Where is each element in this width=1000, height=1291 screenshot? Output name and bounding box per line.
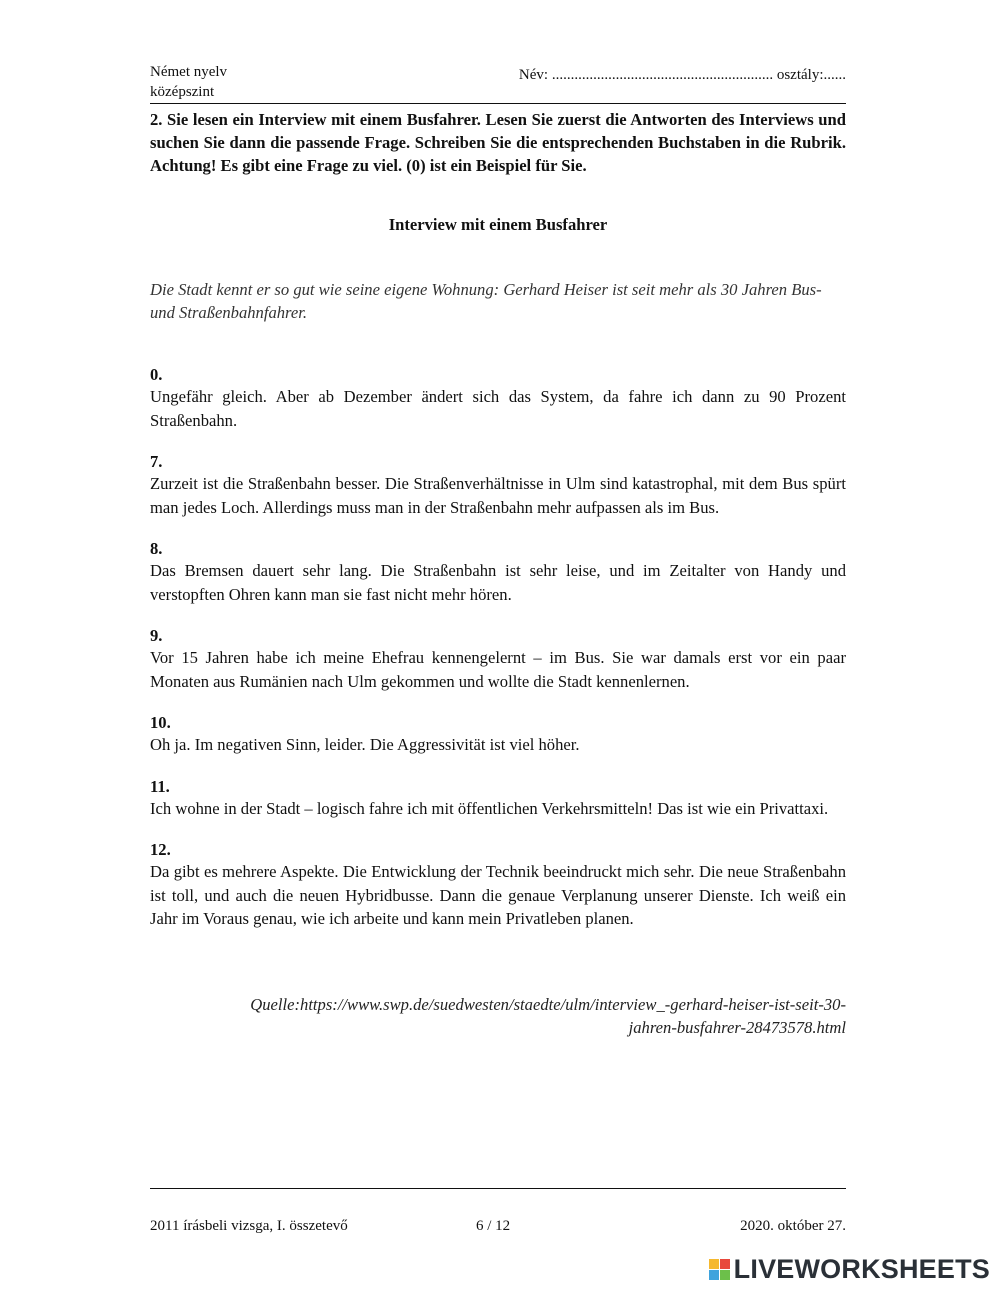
answer-item-7 bbox=[150, 452, 846, 519]
logo-square-1 bbox=[709, 1259, 719, 1269]
footer-divider bbox=[150, 1188, 846, 1189]
subject-level: középszint bbox=[150, 84, 215, 100]
task-instructions: 2. Sie lesen ein Interview mit einem Busfahrer. Lesen Sie zuerst die Antworten des Interviews und suchen Sie dann die passende Frage. Schreiben Sie die entsprechenden Buchstaben in die Rubrik. Achtung! Es gibt eine Frage zu viel. (0) ist ein Beispiel für Sie. bbox=[150, 110, 846, 175]
answer-text: Das Bremsen dauert sehr lang. Die Straßenbahn ist sehr leise, und im Zeitalter von Handy und verstopften Ohren kann man sie fast nicht mehr hören. bbox=[150, 561, 846, 604]
liveworksheets-brand bbox=[709, 1254, 990, 1285]
answer-text: Oh ja. Im negativen Sinn, leider. Die Aggressivität ist viel höher. bbox=[150, 735, 580, 754]
answer-text: Ich wohne in der Stadt – logisch fahre ich mit öffentlichen Verkehrsmitteln! Das ist wie ein Privattaxi. bbox=[150, 798, 829, 818]
answer-item-9 bbox=[150, 626, 846, 693]
liveworksheets-wordmark: LIVEWORKSHEETS bbox=[733, 1254, 990, 1284]
liveworksheets-logo-icon bbox=[709, 1259, 730, 1280]
footer-date: 2020. október 27. bbox=[740, 1218, 846, 1234]
answer-number: 9. bbox=[150, 626, 163, 645]
answer-item-0 bbox=[150, 365, 846, 432]
article-title: Interview mit einem Busfahrer bbox=[388, 215, 608, 234]
answer-item-10 bbox=[150, 713, 846, 757]
exam-subject bbox=[150, 62, 227, 102]
logo-square-4 bbox=[720, 1270, 730, 1280]
answer-text: Vor 15 Jahren habe ich meine Ehefrau kennengelernt – im Bus. Sie war damals erst vor ein paar Monaten aus Rumänien nach Ulm gekommen und wollte die Stadt kennenlernen. bbox=[150, 648, 846, 691]
answer-number: 11. bbox=[150, 776, 170, 796]
answer-list bbox=[150, 365, 846, 951]
source-citation bbox=[166, 993, 846, 1039]
source-line-1: Quelle:https://www.swp.de/suedwesten/staedte/ulm/interview_-gerhard-heiser-ist-seit-30- bbox=[250, 995, 846, 1014]
answer-number: 7. bbox=[150, 452, 163, 471]
footer-page-number: 6 / 12 bbox=[476, 1218, 511, 1234]
answer-number: 12. bbox=[150, 840, 171, 859]
logo-square-3 bbox=[709, 1270, 719, 1280]
answer-item-8 bbox=[150, 539, 846, 606]
answer-item-12 bbox=[150, 840, 846, 931]
article-intro: Die Stadt kennt er so gut wie seine eigene Wohnung: Gerhard Heiser ist seit mehr als 30 Jahren Bus- und Straßenbahnfahrer. bbox=[150, 280, 822, 322]
logo-square-2 bbox=[720, 1259, 730, 1269]
answer-text: Zurzeit ist die Straßenbahn besser. Die Straßenverhältnisse in Ulm sind katastrophal, mit dem Bus spürt man jedes Loch. Allerdings muss man in der Straßenbahn mehr aufpassen als im Bus. bbox=[150, 474, 846, 517]
footer-exam: 2011 írásbeli vizsga, I. összetevő bbox=[150, 1218, 348, 1234]
subject-language: Német nyelv bbox=[150, 64, 228, 80]
name-class-field: Név: ........................................................... osztály:...... bbox=[518, 67, 846, 83]
answer-text: Ungefähr gleich. Aber ab Dezember ändert sich das System, da fahre ich dann zu 90 Prozent Straßenbahn. bbox=[150, 387, 846, 430]
answer-number: 0. bbox=[150, 365, 163, 384]
answer-number: 10. bbox=[150, 713, 171, 732]
answer-number: 8. bbox=[150, 539, 163, 558]
source-line-2: jahren-busfahrer-28473578.html bbox=[628, 1018, 846, 1037]
answer-item-11 bbox=[150, 777, 846, 821]
answer-text: Da gibt es mehrere Aspekte. Die Entwicklung der Technik beeindruckt mich sehr. Die neue Straßenbahn ist toll, und auch die neuen Hybridbusse. Dann die genaue Verplanung unserer Dienste. Ich weiß ein Jahr im Voraus genau, wie ich arbeite und kann mein Privatleben planen. bbox=[150, 862, 846, 928]
header-divider bbox=[150, 103, 846, 104]
